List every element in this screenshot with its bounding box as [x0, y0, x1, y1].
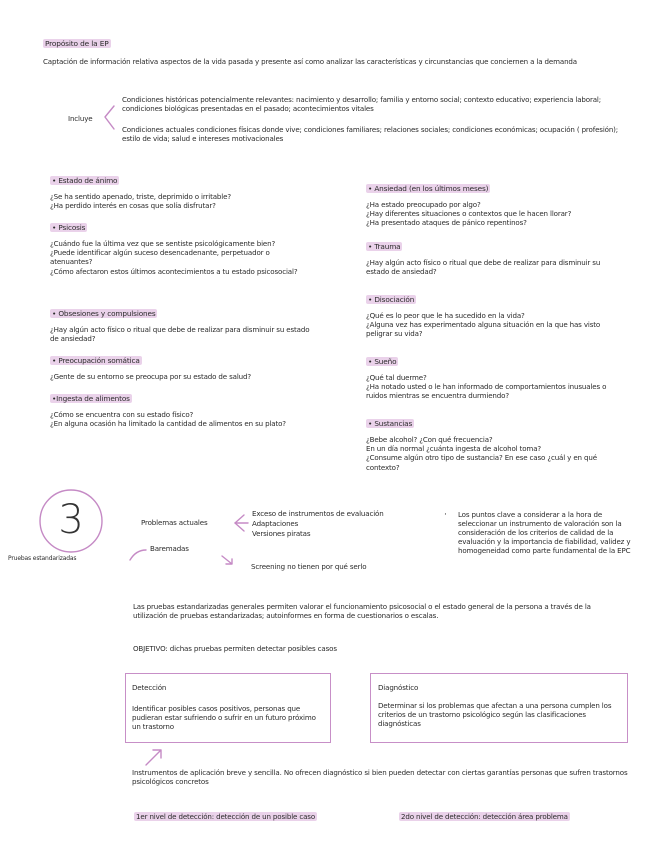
instrumentos-text: Instrumentos de aplicación breve y sencilla. No ofrecen diagnóstico si bien pueden detectar con ciertas garantías personas que sufren trastornos psicológicos concretos — [132, 768, 628, 787]
puntos-clave: Los puntos clave a considerar a la hora de seleccionar un instrumento de valoración son la consideración de los criterios de calidad de la evaluación y la importancia de fiabilidad, validez y homogeneidad como parte fundamental de la EPC — [458, 510, 631, 556]
section-caption: Pruebas estandarizadas — [8, 555, 77, 562]
question: ¿Consume algún otro tipo de sustancia? En ese caso ¿cuál y en qué contexto? — [366, 453, 597, 472]
diagnostico-box — [370, 673, 628, 743]
section-disociacion — [366, 295, 624, 357]
section-title: • Psicosis — [52, 223, 86, 232]
question: ¿Qué tal duerme? — [366, 373, 427, 383]
problemas-item: Versiones piratas — [252, 529, 311, 538]
baremadas-label: Baremadas — [150, 544, 189, 553]
section-obsesiones — [50, 309, 312, 356]
section-title: •Ingesta de alimentos — [52, 394, 130, 403]
incluye-item-actuales: Condiciones actuales condiciones físicas donde vive; condiciones familiares; relaciones sociales; condiciones económicas; ocupación ( profesión); estilo de vida; salud e intereses motivacionales — [122, 125, 619, 144]
left-column — [50, 176, 312, 428]
pruebas-intro: Las pruebas estandarizadas generales permiten valorar el funcionamiento psicosocial o el estado general de la persona a través de la utilización de pruebas estandarizadas; autoinformes en forma de cuestionarios o escalas. — [133, 602, 591, 621]
question: ¿Cómo se encuentra con su estado físico? — [50, 410, 194, 420]
screening-label: Screening no tienen por qué serlo — [251, 562, 367, 571]
section-title: • Sueño — [368, 357, 397, 366]
problemas-item: Adaptaciones — [252, 519, 299, 528]
question: ¿Cómo afectaron estos últimos acontecimientos a tu estado psicosocial? — [50, 266, 298, 276]
question: ¿Qué es lo peor que le ha sucedido en la vida? — [366, 311, 525, 321]
question: ¿Ha notado usted o le han informado de comportamientos inusuales o ruidos mientras se encuentra durmiendo? — [366, 382, 607, 401]
question: ¿Ha presentado ataques de pánico repentinos? — [366, 218, 527, 228]
question: ¿Se ha sentido apenado, triste, deprimido o irritable? — [50, 192, 231, 202]
arrow-up-right-icon — [143, 746, 165, 768]
question: En un día normal ¿cuánta ingesta de alcohol toma? — [366, 444, 542, 454]
problemas-label: Problemas actuales — [141, 518, 208, 527]
section-sueno — [366, 357, 624, 419]
section-title: • Trauma — [368, 242, 401, 251]
proposito-text: Captación de información relativa aspectos de la vida pasada y presente así como analizar las características y circunstancias que conciernen a la demanda — [43, 57, 577, 66]
deteccion-box — [125, 673, 331, 743]
question: ¿Ha perdido interés en cosas que solía disfrutar? — [50, 201, 216, 211]
bullet-dot-icon: · — [444, 510, 447, 520]
arrow-down-right-icon — [220, 554, 236, 568]
diagnostico-text: Determinar si los problemas que afectan a una persona cumplen los criterios de un trastorno psicológico según las clasificaciones diagnósticas — [378, 701, 612, 729]
question: ¿Hay diferentes situaciones o contextos que le hacen llorar? — [366, 209, 572, 219]
question: ¿En alguna ocasión ha limitado la cantidad de alimentos en su plato? — [50, 419, 286, 429]
nivel-2: 2do nivel de detección: detección área problema — [401, 812, 568, 821]
deteccion-text: Identificar posibles casos positivos, personas que pudieran estar sufriendo o sufrir en un futuro próximo un trastorno — [132, 704, 316, 732]
question: ¿Cuándo fue la última vez que se sentiste psicológicamente bien? — [50, 239, 276, 249]
section-preocupacion-somatica — [50, 356, 312, 394]
section-title: • Estado de ánimo — [52, 176, 118, 185]
section-sustancias — [366, 419, 624, 472]
section-ansiedad — [366, 184, 624, 242]
question: ¿Bebe alcohol? ¿Con qué frecuencia? — [366, 435, 493, 445]
section-title: • Disociación — [368, 295, 415, 304]
incluye-label: Incluye — [68, 114, 93, 123]
section-ingesta — [50, 394, 312, 428]
section-estado-animo — [50, 176, 312, 223]
question: ¿Hay algún acto físico o ritual que debe de realizar para disminuir su estado de ansiedad? — [50, 325, 310, 344]
section-number: 3 — [58, 497, 84, 544]
question: ¿Hay algún acto físico o ritual que debe de realizar para disminuir su estado de ansiedad? — [366, 258, 601, 277]
arrow-left-icon — [230, 513, 250, 533]
section-title: • Ansiedad (en los últimos meses) — [368, 184, 489, 193]
deteccion-title: Detección — [132, 683, 167, 692]
question: ¿Alguna vez has experimentado alguna situación en la que has visto peligrar su vida? — [366, 320, 601, 339]
incluye-item-historicas: Condiciones históricas potencialmente relevantes: nacimiento y desarrollo; familia y entorno social; contexto educativo; experiencia laboral; condiciones biológicas presentadas en el pasado; acontecimientos vitales — [122, 95, 601, 114]
nivel-1: 1er nivel de detección: detección de un posible caso — [136, 812, 316, 821]
question: ¿Gente de su entorno se preocupa por su estado de salud? — [50, 372, 251, 382]
diagnostico-title: Diagnóstico — [378, 683, 419, 692]
right-column — [366, 184, 624, 472]
section-psicosis — [50, 223, 312, 309]
question: ¿Ha estado preocupado por algo? — [366, 200, 481, 210]
proposito-title: Propósito de la EP — [45, 39, 109, 48]
incluye-bracket-icon — [102, 104, 116, 132]
objetivo: OBJETIVO: dichas pruebas permiten detectar posibles casos — [133, 644, 337, 653]
section-trauma — [366, 242, 624, 295]
section-title: • Obsesiones y compulsiones — [52, 309, 156, 318]
arrow-curve-icon — [128, 548, 148, 562]
section-title: • Sustancias — [368, 419, 413, 428]
section-title: • Preocupación somática — [52, 356, 140, 365]
problemas-item: Exceso de instrumentos de evaluación — [252, 509, 384, 518]
question: ¿Puede identificar algún suceso desencadenante, perpetuador o atenuantes? — [50, 248, 270, 267]
